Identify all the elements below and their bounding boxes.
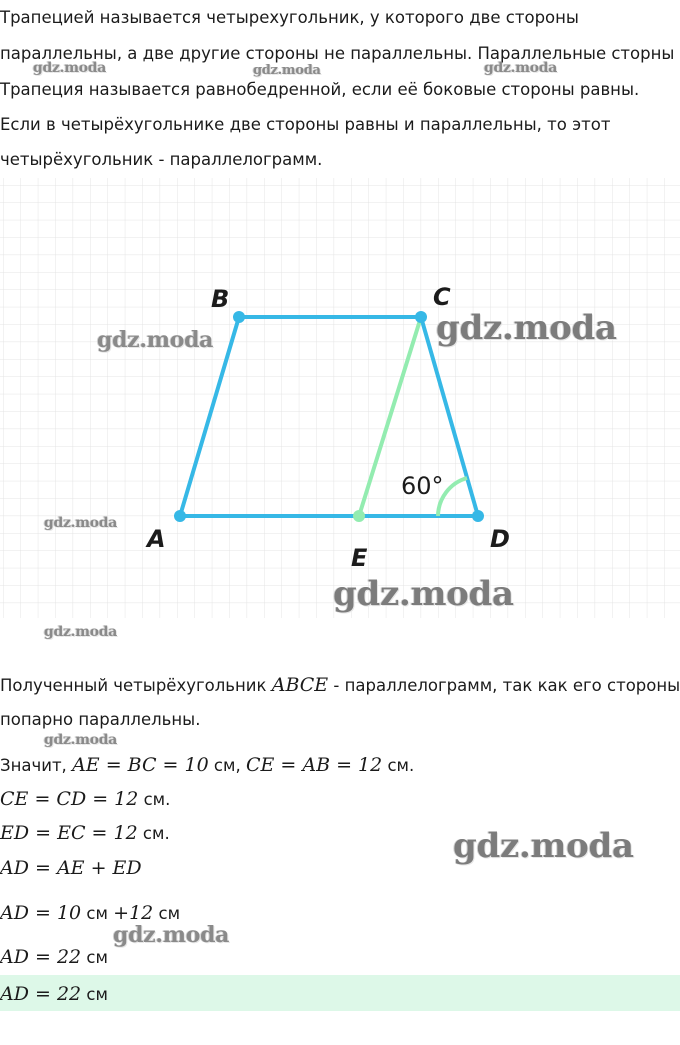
solution-text: Значит, xyxy=(0,756,73,775)
vertex-a xyxy=(174,510,186,522)
watermark: gdz.moda xyxy=(453,826,634,866)
intro-line-3: Трапеция называется равнобедренной, если её боковые стороны равны. xyxy=(0,80,640,99)
math-expr: CE = CD = 12 xyxy=(0,788,139,810)
unit: см, xyxy=(208,756,246,775)
intro-line-4: Если в четырёхугольнике две стороны равны и параллельны, то этот xyxy=(0,115,611,134)
intro-line-5: четырёхугольник - параллелограмм. xyxy=(0,150,323,169)
math-expr: AD = 22 xyxy=(0,946,82,968)
solution-line-6 xyxy=(0,857,142,879)
watermark: gdz.moda xyxy=(484,60,558,76)
solution-line-1 xyxy=(0,674,680,696)
solution-line-8 xyxy=(0,946,108,968)
watermark: gdz.moda xyxy=(44,732,118,748)
math-expr: AD = AE + ED xyxy=(0,857,142,879)
math-expr: +12 xyxy=(113,902,154,924)
vertex-c xyxy=(415,311,427,323)
watermark: gdz.moda xyxy=(33,60,107,76)
unit: см. xyxy=(138,790,171,809)
label-c: C xyxy=(433,283,451,311)
intro-line-2: параллельны, а две другие стороны не параллельны. Параллельные сторны xyxy=(0,44,675,63)
solution-line-5 xyxy=(0,822,170,844)
intro-line-1: Трапецией называется четырехугольник, у которого две стороны xyxy=(0,8,579,27)
watermark: gdz.moda xyxy=(44,624,118,640)
angle-label: 60° xyxy=(401,472,444,500)
math-expr: CE = AB = 12 xyxy=(245,754,383,776)
label-d: D xyxy=(490,525,510,553)
vertex-e xyxy=(353,510,365,522)
label-a: A xyxy=(147,525,166,553)
unit: см. xyxy=(382,756,415,775)
solution-text: Полученный четырёхугольник xyxy=(0,676,272,695)
watermark: gdz.moda xyxy=(436,308,617,348)
watermark: gdz.moda xyxy=(113,922,230,948)
label-e: E xyxy=(351,544,368,572)
watermark: gdz.moda xyxy=(333,574,514,614)
unit: см xyxy=(81,904,114,923)
math-abce: ABCE xyxy=(271,674,329,696)
vertex-b xyxy=(233,311,245,323)
label-b: B xyxy=(211,285,230,313)
trapezoid-figure xyxy=(0,178,680,618)
answer-line xyxy=(0,983,108,1005)
watermark: gdz.moda xyxy=(97,327,214,353)
solution-line-3 xyxy=(0,754,414,776)
answer-math: AD = 22 xyxy=(0,983,82,1005)
unit: см. xyxy=(137,824,170,843)
math-expr: AE = BC = 10 xyxy=(72,754,209,776)
math-expr: AD = 10 xyxy=(0,902,82,924)
vertex-d xyxy=(472,510,484,522)
solution-line-7 xyxy=(0,902,180,924)
math-expr: ED = EC = 12 xyxy=(0,822,138,844)
answer-unit: см xyxy=(81,985,108,1004)
grid-background xyxy=(0,178,680,618)
solution-line-4 xyxy=(0,788,170,810)
solution-text: - параллелограмм, так как его стороны xyxy=(328,676,680,695)
watermark: gdz.moda xyxy=(44,515,118,531)
unit: см xyxy=(81,948,108,967)
watermark: gdz.moda xyxy=(253,63,321,78)
solution-line-2: попарно параллельны. xyxy=(0,710,201,729)
unit: см xyxy=(153,904,181,923)
